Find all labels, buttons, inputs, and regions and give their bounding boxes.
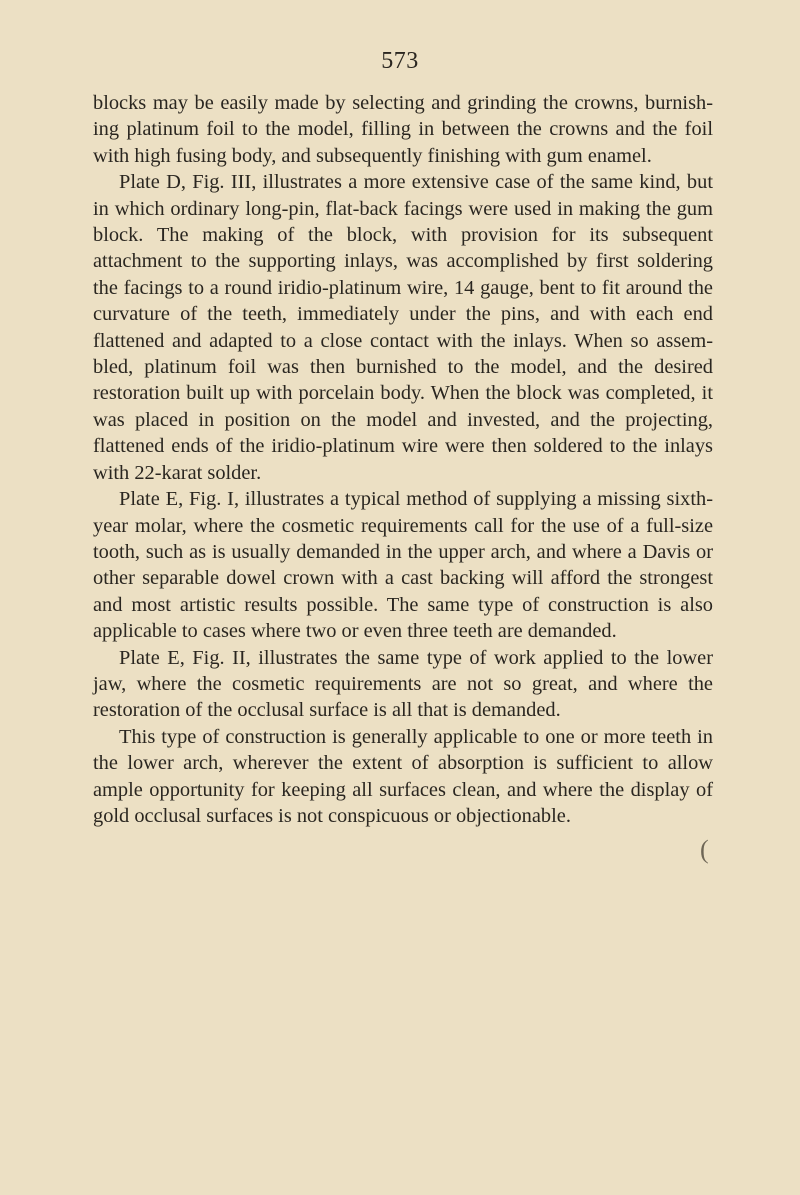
paragraph-plate-d-fig-3: Plate D, Fig. III, illustrates a more extensive case of the same kind, but in which ordinary long-pin, flat-back facings were used in making the gum block. The making of the block, with provision for its subsequent attachment to the supporting inlays, was accomplished by first soldering the facings to a round iridio-platinum wire, 14 gauge, bent to fit around the curvature of the teeth, immediately under the pins, and with each end flattened and adapted to a close contact with the inlays. When so assembled, platinum foil was then burnished to the model, and the desired restoration built up with porcelain body. When the block was completed, it was placed in position on the model and invested, and the projecting, flattened ends of the iridio-platinum wire were then soldered to the inlays with 22-karat solder.: [93, 171, 713, 484]
body-text: [93, 90, 713, 829]
paragraph-construction-type: This type of construction is generally applicable to one or more teeth in the lower arch, wherever the extent of absorption is sufficient to allow ample opportunity for keeping all surfaces clean, and where the display of gold occlusal surfaces is not conspicuous or objectionable.: [93, 725, 713, 827]
paragraph-continuation: blocks may be easily made by selecting and grinding the crowns, burnishing platinum foil to the model, filling in between the crowns and the foil with high fusing body, and subsequently finishing with gum enamel.: [93, 92, 713, 167]
paragraph-plate-e-fig-2: Plate E, Fig. II, illustrates the same type of work applied to the lower jaw, where the cosmetic requirements are not so great, and where the restoration of the occlusal surface is all that is demanded.: [93, 646, 713, 722]
page-number: 573: [381, 48, 419, 74]
paragraph-plate-e-fig-1: Plate E, Fig. I, illustrates a typical method of supplying a missing sixth-year molar, where the cosmetic requirements call for the use of a full-size tooth, such as is usually demanded in the upper arch, and where a Davis or other separable dowel crown with a cast backing will afford the strongest and most artistic results possible. The same type of construction is also applicable to cases where two or even three teeth are demanded.: [93, 488, 713, 643]
margin-mark: (: [700, 835, 709, 864]
